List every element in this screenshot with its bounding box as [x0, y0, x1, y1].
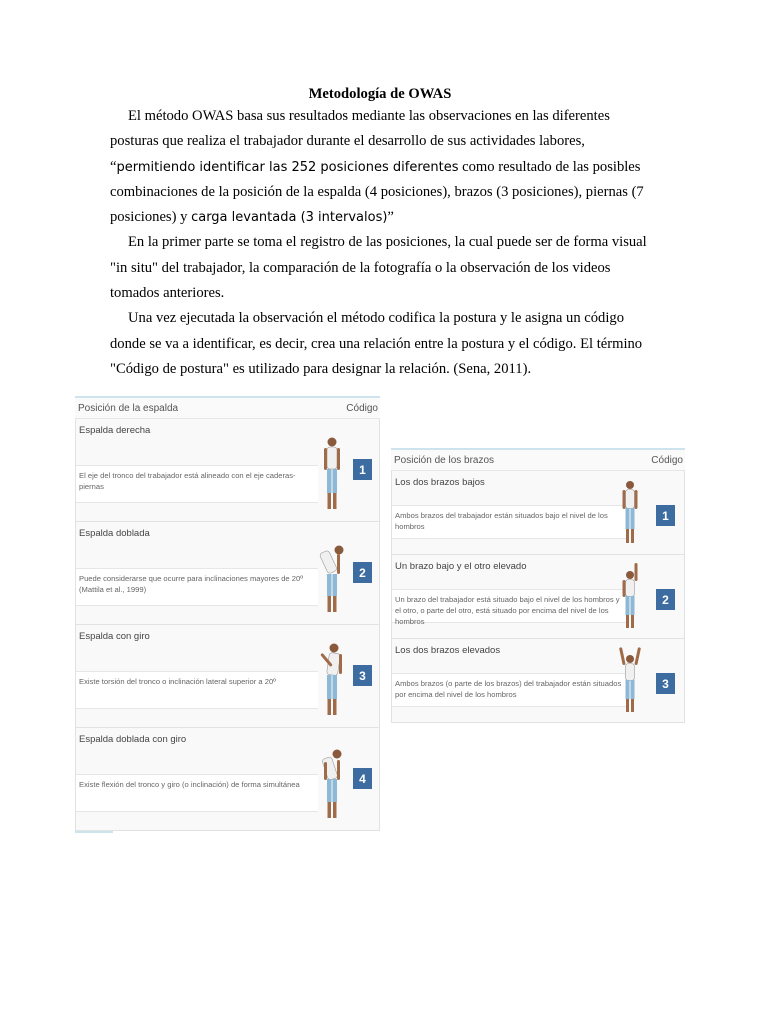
arms-position-table	[391, 448, 685, 722]
code-badge: 4	[353, 768, 372, 789]
worker-bent-back-icon	[319, 538, 345, 616]
arms-row-description: Ambos brazos del trabajador están situados bajo el nivel de los hombros	[392, 505, 628, 539]
worker-both-arms-raised-icon	[618, 647, 642, 715]
paragraph-1-quote-b: carga levantada (3 intervalos)	[191, 210, 388, 226]
arms-row-1	[391, 471, 685, 555]
back-row-description: El eje del tronco del trabajador está alineado con el eje caderas-piernas	[76, 465, 318, 503]
paragraph-1-quote-a: permitiendo identificar las 252 posiciones diferentes	[116, 159, 459, 175]
worker-straight-back-icon	[319, 435, 345, 513]
arms-row-name: Los dos brazos elevados	[395, 645, 501, 656]
worker-one-arm-raised-icon	[618, 563, 642, 631]
document-title: Metodología de OWAS	[308, 86, 452, 102]
code-badge: 1	[656, 505, 675, 526]
back-row-3	[75, 625, 380, 728]
back-row-name: Espalda derecha	[79, 425, 151, 436]
paragraph-2: En la primer parte se toma el registro de las posiciones, la cual puede ser de forma visual "in situ" del trabajador, la comparación de la fotografía o la observación de los videos tomados anteriores.	[110, 234, 647, 302]
table-underline	[75, 831, 113, 833]
back-row-name: Espalda con giro	[79, 631, 150, 642]
back-table-header-position: Posición de la espalda	[78, 402, 179, 414]
arms-row-name: Un brazo bajo y el otro elevado	[395, 561, 527, 572]
code-badge: 3	[656, 673, 675, 694]
back-row-name: Espalda doblada	[79, 528, 150, 539]
arms-table-header	[391, 450, 685, 471]
paragraph-1	[110, 104, 650, 230]
back-row-description: Existe flexión del tronco y giro (o inclinación) de forma simultánea	[76, 774, 318, 812]
paragraph-1-text-e: ”	[387, 209, 394, 226]
code-badge: 2	[656, 589, 675, 610]
code-badge: 1	[353, 459, 372, 480]
worker-bent-twisted-back-icon	[319, 744, 345, 822]
back-row-4	[75, 728, 380, 831]
paragraph-1-text-c: como resultado de las posibles combinaciones de la posición de la espalda (4 posiciones), brazos (3 posiciones), piernas (7 posiciones) y	[110, 158, 644, 226]
back-row-2	[75, 522, 380, 625]
back-position-table	[75, 396, 380, 830]
arms-row-3	[391, 639, 685, 723]
arms-row-name: Los dos brazos bajos	[395, 477, 485, 488]
back-row-description: Existe torsión del tronco o inclinación lateral superior a 20º	[76, 671, 318, 709]
back-row-1	[75, 419, 380, 522]
back-table-header	[75, 398, 380, 419]
arms-row-2	[391, 555, 685, 639]
back-row-description: Puede considerarse que ocurre para inclinaciones mayores de 20º (Mattila et al., 1999)	[76, 568, 318, 606]
code-badge: 2	[353, 562, 372, 583]
arms-table-header-position: Posición de los brazos	[394, 454, 495, 466]
code-badge: 3	[353, 665, 372, 686]
paragraph-1-text-a: El método OWAS basa sus resultados mediante las observaciones en las diferentes posturas que realiza el trabajador durante el desarrollo de sus actividades labores, “	[110, 108, 610, 175]
back-table-header-code: Código	[346, 402, 378, 414]
paragraph-3: Una vez ejecutada la observación el método codifica la postura y le asigna un código donde se va a identificar, es decir, crea una relación entre la postura y el código. El término "Código de postura" es utilizado para designar la relación. (Sena, 2011).	[110, 310, 643, 377]
worker-arms-down-icon	[618, 479, 642, 547]
back-row-name: Espalda doblada con giro	[79, 734, 187, 745]
document-body	[110, 84, 650, 382]
arms-table-header-code: Código	[651, 454, 683, 466]
worker-twisted-back-icon	[319, 641, 345, 719]
arms-row-description: Ambos brazos (o parte de los brazos) del trabajador están situados por encima del nivel de los hombros	[392, 673, 628, 707]
arms-row-description: Un brazo del trabajador está situado bajo el nivel de los hombros y el otro, o parte del otro, está situado por encima del nivel de los hombros	[392, 589, 628, 623]
